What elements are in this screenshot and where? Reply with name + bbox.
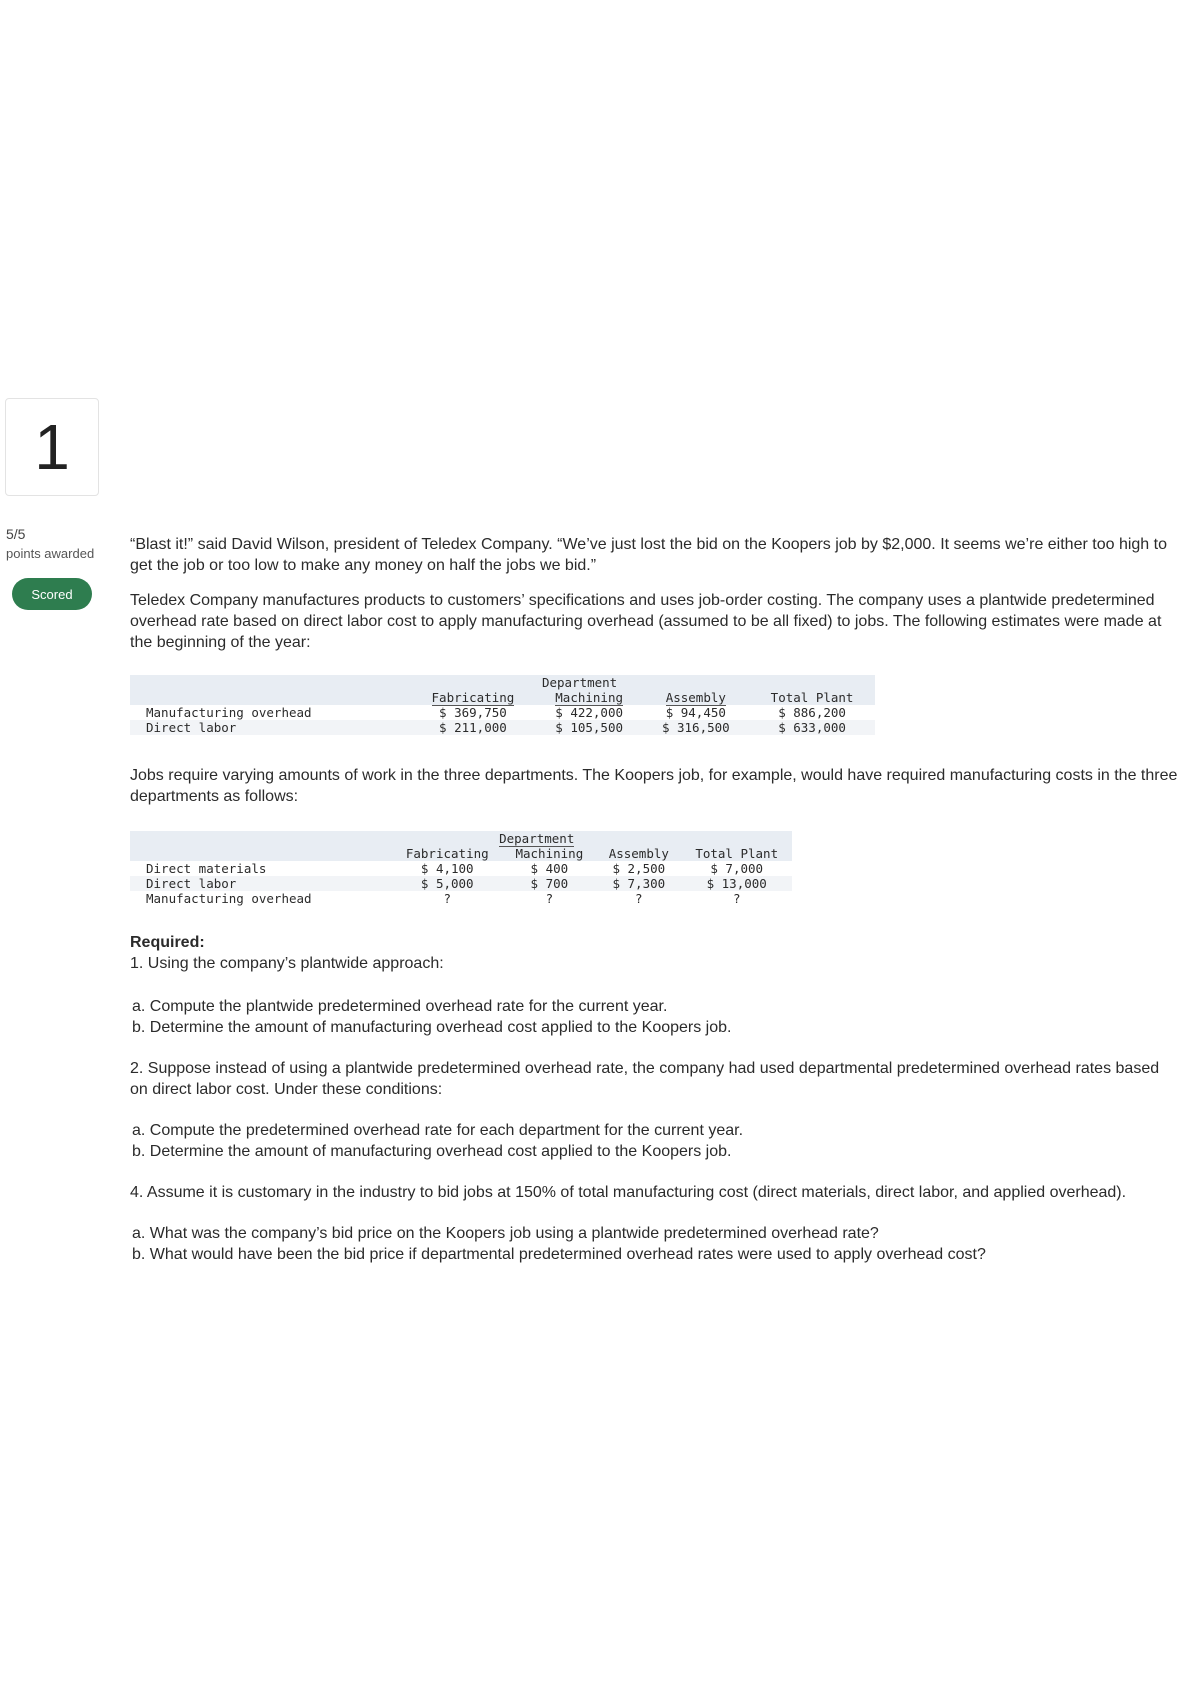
column-header: Fabricating bbox=[392, 846, 503, 861]
table-header-row bbox=[130, 846, 792, 861]
table-cell: $ 422,000 bbox=[536, 705, 643, 720]
table-cell: $ 2,500 bbox=[596, 861, 681, 876]
table-row bbox=[130, 861, 792, 876]
table-cell: $ 105,500 bbox=[536, 720, 643, 735]
requirement-1-parts bbox=[130, 996, 1180, 1038]
requirement-2b: b. Determine the amount of manufacturing overhead cost applied to the Koopers job. bbox=[132, 1143, 732, 1160]
table-header-row bbox=[130, 690, 875, 705]
table-row bbox=[130, 720, 875, 735]
requirement-4b: b. What would have been the bid price if departmental predetermined overhead rates were used to apply overhead cost? bbox=[132, 1246, 986, 1263]
row-label: Direct labor bbox=[130, 876, 392, 891]
column-header: Assembly bbox=[596, 846, 681, 861]
requirement-2: 2. Suppose instead of using a plantwide predetermined overhead rate, the company had used departmental predetermined overhead rates based on direct labor cost. Under these conditions: bbox=[130, 1060, 1160, 1098]
column-header: Fabricating bbox=[431, 690, 515, 705]
requirement-2a: a. Compute the predetermined overhead rate for each department for the current year. bbox=[132, 1122, 744, 1139]
row-label: Manufacturing overhead bbox=[130, 705, 410, 720]
question-number: 1 bbox=[34, 411, 70, 483]
column-header: Total Plant bbox=[770, 690, 854, 705]
requirement-4: 4. Assume it is customary in the industry to bid jobs at 150% of total manufacturing cost (direct materials, direct labor, and applied overhead). bbox=[130, 1184, 1127, 1201]
table-cell: ? bbox=[503, 891, 597, 906]
requirement-2-parts bbox=[130, 1120, 1180, 1162]
table-cell: ? bbox=[596, 891, 681, 906]
intro-paragraph-2: Teledex Company manufactures products to customers’ specifications and uses job-order costing. The company uses a plantwide predetermined overhead rate based on direct labor cost to apply manufacturing overhead (assumed to be all fixed) to jobs. The following estimates were made at the beginning of the year: bbox=[130, 592, 1162, 651]
row-label: Manufacturing overhead bbox=[130, 891, 392, 906]
department-header: Department bbox=[410, 675, 749, 690]
table-cell: $ 4,100 bbox=[392, 861, 503, 876]
requirement-4-parts bbox=[130, 1223, 1180, 1265]
column-header: Total Plant bbox=[681, 846, 792, 861]
table-cell: $ 211,000 bbox=[410, 720, 536, 735]
table-row bbox=[130, 876, 792, 891]
table-row bbox=[130, 891, 792, 906]
table-cell: $ 369,750 bbox=[410, 705, 536, 720]
table-header-row bbox=[130, 675, 875, 690]
required-heading: Required: bbox=[130, 934, 205, 951]
table-cell: $ 633,000 bbox=[749, 720, 875, 735]
table-cell: $ 13,000 bbox=[681, 876, 792, 891]
estimates-table bbox=[130, 675, 875, 735]
score-label: points awarded bbox=[6, 546, 95, 561]
intro-paragraph-1: “Blast it!” said David Wilson, president of Teledex Company. “We’ve just lost the bid on the Koopers job by $2,000. It seems we’re either too high to get the job or too low to make any money on half the jobs we bid.” bbox=[130, 536, 1167, 574]
table-cell: $ 700 bbox=[503, 876, 597, 891]
score-value: 5/5 bbox=[6, 526, 26, 542]
department-header: Department bbox=[499, 831, 575, 846]
table-cell: $ 7,300 bbox=[596, 876, 681, 891]
requirement-1: 1. Using the company’s plantwide approach: bbox=[130, 955, 444, 972]
table-cell: ? bbox=[681, 891, 792, 906]
question-number-box[interactable] bbox=[5, 398, 99, 496]
column-header: Assembly bbox=[665, 690, 726, 705]
table-cell: $ 7,000 bbox=[681, 861, 792, 876]
column-header: Machining bbox=[503, 846, 597, 861]
table-cell: $ 94,450 bbox=[642, 705, 749, 720]
middle-paragraph: Jobs require varying amounts of work in the three departments. The Koopers job, for example, would have required manufacturing costs in the three departments as follows: bbox=[130, 767, 1178, 805]
requirement-1b: b. Determine the amount of manufacturing overhead cost applied to the Koopers job. bbox=[132, 1019, 732, 1036]
row-label: Direct materials bbox=[130, 861, 392, 876]
table-cell: $ 400 bbox=[503, 861, 597, 876]
requirement-1a: a. Compute the plantwide predetermined overhead rate for the current year. bbox=[132, 998, 668, 1015]
table-cell: ? bbox=[392, 891, 503, 906]
table-cell: $ 5,000 bbox=[392, 876, 503, 891]
koopers-job-table bbox=[130, 831, 792, 906]
table-header-row bbox=[130, 831, 792, 846]
table-row bbox=[130, 705, 875, 720]
row-label: Direct labor bbox=[130, 720, 410, 735]
requirement-4a: a. What was the company’s bid price on the Koopers job using a plantwide predetermined overhead rate? bbox=[132, 1225, 879, 1242]
question-content bbox=[130, 534, 1180, 1285]
table-cell: $ 886,200 bbox=[749, 705, 875, 720]
table-cell: $ 316,500 bbox=[642, 720, 749, 735]
column-header: Machining bbox=[555, 690, 624, 705]
scored-badge: Scored bbox=[12, 578, 92, 610]
